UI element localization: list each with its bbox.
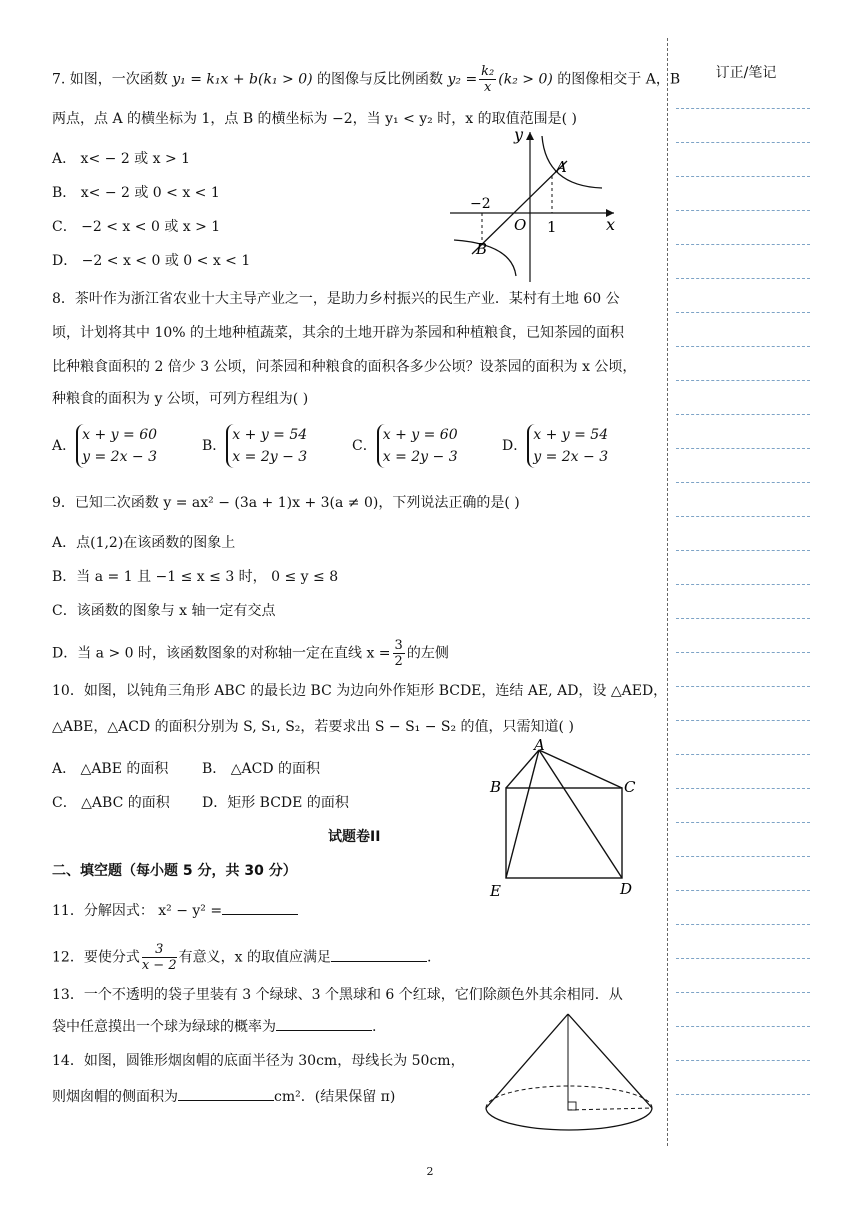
q8-line4: 种粮食的面积为 y 公顷，可列方程组为( ): [52, 391, 309, 407]
note-line: [676, 176, 810, 177]
sidebar-divider: [667, 38, 668, 1146]
q11-answer-blank[interactable]: [222, 900, 298, 915]
q9-stem: 9．已知二次函数 y = ax² − (3a + 1)x + 3(a ≠ 0)，下列说法正确的是( ): [52, 495, 520, 511]
graph-x-label: x: [606, 215, 616, 234]
figure-point-e: E: [490, 882, 501, 900]
q8-option-b-system: [226, 424, 307, 468]
q8-option-d-system: [527, 424, 608, 468]
note-line: [676, 992, 810, 993]
graph-tick-neg: −2: [470, 196, 491, 212]
q11-text: 11．分解因式： x² − y² =: [52, 903, 223, 919]
q7-line1: [52, 64, 680, 95]
q10-line2: △ABE，△ACD 的面积分别为 S, S₁, S₂，若要求出 S − S₁ − S₂ 的值，只需知道( ): [52, 719, 574, 735]
note-line: [676, 1026, 810, 1027]
q10-option-d: D．矩形 BCDE 的面积: [202, 795, 349, 811]
q7-option-b: B． x< − 2 或 0 < x < 1: [52, 185, 220, 201]
q10-option-c: C． △ABC 的面积: [52, 795, 170, 811]
figure-point-b: B: [490, 778, 502, 796]
q14-answer-blank[interactable]: [178, 1086, 274, 1101]
q12-pre: 12．要使分式: [52, 949, 140, 966]
note-line: [676, 414, 810, 415]
q8-option-d-label: D．: [502, 438, 528, 454]
q7-option-c: C． −2 < x < 0 或 x > 1: [52, 219, 221, 235]
q9-option-d: [52, 638, 449, 669]
q10-option-b: B． △ACD 的面积: [202, 761, 321, 777]
q13-line2-text: 袋中任意摸出一个球为绿球的概率为: [52, 1019, 276, 1035]
q7-line2: 两点，点 A 的横坐标为 1，点 B 的横坐标为 −2，当 y₁ < y₂ 时，x 的取值范围是( ): [52, 111, 577, 127]
q8-c-eq1: x + y = 60: [382, 427, 458, 443]
q10-rectangle-figure: [484, 736, 644, 902]
q9-fraction-numerator: 3: [394, 638, 403, 653]
q11-line: [52, 900, 298, 922]
note-line: [676, 210, 810, 211]
q7-inverse-fraction: [479, 64, 496, 95]
q8-d-eq1: x + y = 54: [533, 427, 609, 443]
note-line: [676, 822, 810, 823]
graph-point-a-label: A: [556, 158, 567, 176]
note-line: [676, 380, 810, 381]
q8-option-a-label: A．: [52, 438, 77, 454]
q8-option-a-system: [76, 424, 157, 468]
note-line: [676, 516, 810, 517]
q8-c-eq2: x = 2y − 3: [382, 449, 458, 465]
q12-answer-blank[interactable]: [331, 947, 427, 962]
q13-end: .: [372, 1019, 377, 1035]
graph-point-b-label: B: [476, 240, 488, 258]
note-line: [676, 1094, 810, 1095]
q9-fraction-denominator: 2: [394, 654, 403, 669]
q8-option-d: [502, 424, 608, 468]
q9-option-d-post: 的左侧: [406, 645, 449, 662]
q8-line2: 顷，计划将其中 10% 的土地种植蔬菜，其余的土地开辟为茶园和种植粮食，已知茶园的面积: [52, 325, 625, 341]
note-line: [676, 958, 810, 959]
q8-line1: 8．茶叶作为浙江省农业十大主导产业之一，是助力乡村振兴的民生产业．某村有土地 60 公: [52, 291, 620, 307]
q8-a-eq1: x + y = 60: [82, 427, 158, 443]
q8-option-c-label: C．: [352, 438, 377, 454]
q12-numerator: 3: [142, 942, 177, 958]
q7-prefix: 7. 如图，一次函数: [52, 71, 173, 88]
q7-function-graph: [442, 126, 622, 284]
q8-option-b-label: B．: [202, 438, 227, 454]
q12-line: [52, 942, 431, 973]
figure-point-a: A: [534, 736, 545, 754]
q9-option-a: A．点(1,2)在该函数的图象上: [52, 535, 236, 551]
note-line: [676, 720, 810, 721]
note-line: [676, 482, 810, 483]
q9-option-d-pre: D．当 a > 0 时，该函数图象的对称轴一定在直线 x =: [52, 645, 391, 662]
note-line: [676, 584, 810, 585]
q7-option-a: A． x< − 2 或 x > 1: [52, 151, 191, 167]
q14-line2: [52, 1086, 395, 1108]
q13-line1: 13．一个不透明的袋子里装有 3 个绿球、3 个黑球和 6 个红球，它们除颜色外其余相同．从: [52, 987, 623, 1003]
note-line: [676, 346, 810, 347]
paper-two-title: 试题卷II: [328, 829, 381, 845]
q14-line2-pre: 则烟囱帽的侧面积为: [52, 1089, 178, 1105]
q8-line3: 比种粮食面积的 2 倍少 3 公顷，问茶园和种粮食的面积各多少公顷？设茶园的面积为 x 公顷，: [52, 359, 637, 375]
note-line: [676, 278, 810, 279]
note-line: [676, 108, 810, 109]
q12-post: 有意义，x 的取值应满足: [178, 949, 331, 966]
graph-y-label: y: [514, 126, 524, 144]
q8-option-c: [352, 424, 458, 468]
note-line: [676, 618, 810, 619]
q12-denominator: x − 2: [141, 958, 177, 973]
q12-fraction: [142, 942, 177, 973]
q7-inverse-lhs: y₂ =: [447, 71, 478, 88]
q8-d-eq2: y = 2x − 3: [533, 449, 609, 465]
q8-b-eq1: x + y = 54: [232, 427, 308, 443]
q9-option-b: B．当 a = 1 且 −1 ≤ x ≤ 3 时， 0 ≤ y ≤ 8: [52, 569, 339, 585]
note-line: [676, 1060, 810, 1061]
q8-option-a: [52, 424, 157, 468]
q7-linear-function: y₁ = k₁x + b(k₁ > 0): [172, 71, 313, 88]
q14-cone-figure: [480, 1010, 660, 1140]
q12-end: .: [426, 949, 432, 966]
note-line: [676, 788, 810, 789]
q9-option-d-fraction: [393, 638, 405, 669]
q8-b-eq2: x = 2y − 3: [232, 449, 308, 465]
q13-answer-blank[interactable]: [276, 1016, 372, 1031]
q7-inverse-denominator: x: [484, 80, 492, 95]
sidebar-title: 订正/笔记: [715, 65, 777, 81]
q8-option-b: [202, 424, 307, 468]
page-number: 2: [426, 1165, 434, 1178]
note-line: [676, 312, 810, 313]
note-line: [676, 448, 810, 449]
q8-option-c-system: [377, 424, 458, 468]
q14-line2-post: cm²．(结果保留 π): [274, 1089, 396, 1105]
q8-a-eq2: y = 2x − 3: [82, 449, 158, 465]
q7-inverse-condition: (k₂ > 0): [498, 71, 553, 88]
q7-tail: 的图像相交于 A，B: [552, 71, 681, 88]
q9-option-c: C．该函数的图象与 x 轴一定有交点: [52, 603, 276, 619]
q7-inverse-numerator: k₂: [481, 64, 495, 79]
q7-option-d: D． −2 < x < 0 或 0 < x < 1: [52, 253, 251, 269]
note-line: [676, 652, 810, 653]
q10-option-a: A． △ABE 的面积: [52, 761, 169, 777]
q7-mid-text: 的图像与反比例函数: [312, 71, 448, 88]
q14-line1: 14．如图，圆锥形烟囱帽的底面半径为 30cm，母线长为 50cm，: [52, 1053, 465, 1069]
note-line: [676, 754, 810, 755]
figure-point-d: D: [620, 880, 633, 898]
q10-line1: 10．如图，以钝角三角形 ABC 的最长边 BC 为边向外作矩形 BCDE，连结 AE, AD，设 △AED，: [52, 683, 668, 699]
note-line: [676, 890, 810, 891]
note-line: [676, 550, 810, 551]
graph-origin-label: O: [514, 216, 527, 234]
graph-tick-pos: 1: [547, 218, 557, 236]
q13-line2: [52, 1016, 376, 1038]
note-line: [676, 924, 810, 925]
fill-in-heading: 二、填空题（每小题 5 分，共 30 分）: [52, 863, 297, 879]
note-line: [676, 244, 810, 245]
note-line: [676, 142, 810, 143]
note-line: [676, 686, 810, 687]
note-line: [676, 856, 810, 857]
figure-point-c: C: [624, 778, 636, 796]
